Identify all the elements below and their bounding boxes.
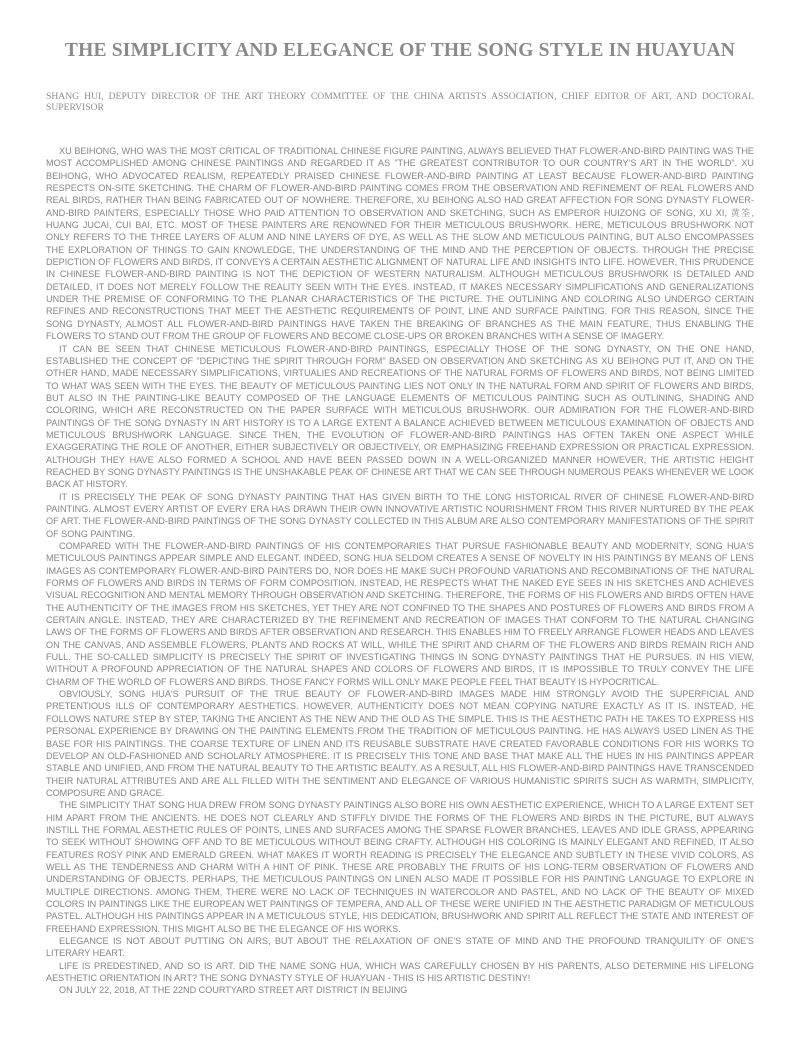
paragraph-3: IT IS PRECISELY THE PEAK OF SONG DYNASTY PAINTING THAT HAS GIVEN BIRTH TO THE LONG HISTORICAL RIVER OF CHINESE FLOWER-AND-BIRD PAINTING. ALMOST EVERY ARTIST OF EVERY ERA HAS DRAWN THEIR OWN INNOVATIVE ARTISTIC NOURISHMENT FROM THIS RIVER NURTURED BY THE PEAK OF ART. THE FLOWER-AND-BIRD PAINTINGS OF THE SONG DYNASTY COLLECTED IN THIS ALBUM ARE ALSO CONTEMPORARY MANIFESTATIONS OF THE SPIRIT OF SONG PAINTING. [46,491,754,539]
paragraph-5: OBVIOUSLY, SONG HUA'S PURSUIT OF THE TRUE BEAUTY OF FLOWER-AND-BIRD IMAGES MADE HIM STRONGLY AVOID THE SUPERFICIAL AND PRETENTIOUS ILLS OF CONTEMPORARY AESTHETICS. HOWEVER, AUTHENTICITY DOES NOT MEAN COPYING NATURE EXACTLY AS IT IS. INSTEAD, HE FOLLOWS NATURE STEP BY STEP, TAKING THE ANCIENT AS THE NEW AND THE OLD AS THE SIMPLE. THIS IS THE AESTHETIC PATH HE TAKES TO EXPRESS HIS PERSONAL EXPERIENCE BY DRAWING ON THE PAINTING ELEMENTS FROM THE TRADITION OF METICULOUS PAINTING. HE HAS ALWAYS USED LINEN AS THE BASE FOR HIS PAINTINGS. THE COARSE TEXTURE OF LINEN AND ITS REUSABLE SUBSTRATE HAVE CREATED FAVORABLE CONDITIONS FOR HIS WORKS TO DEVELOP AN OLD-FASHIONED AND SCHOLARLY ATMOSPHERE. IT IS PRECISELY THIS TONE AND BASE THAT MAKE ALL THE HUES IN HIS PAINTINGS APPEAR STABLE AND UNIFIED, AND FROM THE NATURAL BEAUTY TO THE ARTISTIC BEAUTY. AS A RESULT, ALL HIS FLOWER-AND-BIRD PAINTINGS HAVE TRANSCENDED THEIR NATURAL ATTRIBUTES AND ARE ALL FILLED WITH THE SENTIMENT AND ELEGANCE OF VARIOUS HUMANISTIC SPIRITS SUCH AS WARMTH, SIMPLICITY, COMPOSURE AND GRACE. [46,689,754,798]
paragraph-8: LIFE IS PREDESTINED, AND SO IS ART. DID THE NAME SONG HUA, WHICH WAS CAREFULLY CHOSEN BY HIS PARENTS, ALSO DETERMINE HIS LIFELONG AESTHETIC ORIENTATION IN ART? THE SONG DYNASTY STYLE OF HUAYUAN - THIS IS HIS ARTISTIC DESTINY! [46,960,754,984]
article-body [46,145,754,997]
paragraph-2: IT CAN BE SEEN THAT CHINESE METICULOUS FLOWER-AND-BIRD PAINTINGS, ESPECIALLY THOSE OF THE SONG DYNASTY, ON THE ONE HAND, ESTABLISHED THE CONCEPT OF "DEPICTING THE SPIRIT THROUGH FORM" BASED ON OBSERVATION AND SKETCHING AS XU BEIHONG PUT IT, AND ON THE OTHER HAND, MADE NECESSARY SIMPLIFICATIONS, VIRTUALIES AND RECREATIONS OF THE NATURAL FORMS OF FLOWERS AND BIRDS, NOT BEING LIMITED TO WHAT WAS SEEN WITH THE EYES. THE BEAUTY OF METICULOUS PAINTING LIES NOT ONLY IN THE NATURAL FORM AND SPIRIT OF FLOWERS AND BIRDS, BUT ALSO IN THE PAINTING-LIKE BEAUTY COMPOSED OF THE LANGUAGE ELEMENTS OF METICULOUS PAINTING SUCH AS OUTLINING, SHADING AND COLORING, WHICH ARE RECONSTRUCTED ON THE PAPER SURFACE WITH METICULOUS BRUSHWORK. OUR ADMIRATION FOR THE FLOWER-AND-BIRD PAINTINGS OF THE SONG DYNASTY IN ART HISTORY IS TO A LARGE EXTENT A BALANCE ACHIEVED BETWEEN METICULOUS EXAMINATION OF OBJECTS AND METICULOUS BRUSHWORK LANGUAGE. SINCE THEN, THE EVOLUTION OF FLOWER-AND-BIRD PAINTINGS HAS OFTEN TAKEN ONE ASPECT WHILE EXAGGERATING THE ROLE OF ANOTHER, EITHER SUBJECTIVELY OR OBJECTIVELY, OR EMPHASIZING FREEHAND EXPRESSION OR PRACTICAL EXPRESSION. ALTHOUGH THEY HAVE ALSO FORMED A SCHOOL AND HAVE BEEN PASSED DOWN IN A WELL-ORGANIZED MANNER HOWEVER, THE ARTISTIC HEIGHT REACHED BY SONG DYNASTY PAINTINGS IS THE UNSHAKABLE PEAK OF CHINESE ART THAT WE CAN SEE THROUGH NUMEROUS PEAKS WHENEVER WE LOOK BACK AT HISTORY. [46,343,754,490]
date-place-line: ON JULY 22, 2018, AT THE 22ND COURTYARD STREET ART DISTRICT IN BEIJING [59,985,408,996]
paragraph-6: THE SIMPLICITY THAT SONG HUA DREW FROM SONG DYNASTY PAINTINGS ALSO BORE HIS OWN AESTHETIC EXPERIENCE, WHICH TO A LARGE EXTENT SET HIM APART FROM THE ANCIENTS. HE DOES NOT CLEARLY AND STIFFLY DIVIDE THE FORMS OF THE FLOWERS AND BIRDS IN THE PICTURE, BUT ALWAYS INSTILL THE FORMAL AESTHETIC RULES OF POINTS, LINES AND SURFACES AMONG THE SPARSE FLOWER BRANCHES, LEAVES AND IDLE GRASS, APPEARING TO SEEK WITHOUT SHOWING OFF AND TO BE METICULOUS WITHOUT BEING CRAFTY. ALTHOUGH HIS COLORING IS MAINLY ELEGANT AND REFINED, IT ALSO FEATURES ROSY PINK AND EMERALD GREEN. WHAT MAKES IT WORTH READING IS PRECISELY THE ELEGANCE AND SUBTLETY IN THESE VIVID COLORS, AS WELL AS THE TENDERNESS AND CHARM WITH A HINT OF PINK. THESE ARE PROBABLY THE FRUITS OF HIS LONG-TERM OBSERVATION OF FLOWERS AND UNDERSTANDING OF OBJECTS. PERHAPS, THE METICULOUS PAINTINGS ON LINEN ALSO MADE IT POSSIBLE FOR HIS PAINTING LANGUAGE TO EXPLORE IN MULTIPLE DIRECTIONS. AMONG THEM, THERE WERE NO LACK OF TECHNIQUES IN WATERCOLOR AND PASTEL, AND NO LACK OF THE BEAUTY OF MIXED COLORS IN PAINTINGS LIKE THE EUROPEAN WET PAINTINGS OF TEMPERA, AND ALL OF THESE WERE UNIFIED IN THE AESTHETIC PARADIGM OF METICULOUS PASTEL. ALTHOUGH HIS PAINTINGS APPEAR IN A METICULOUS STYLE, HIS DEDICATION, BRUSHWORK AND SPIRIT ALL REFLECT THE STATE AND INTEREST OF FREEHAND EXPRESSION. THIS MIGHT ALSO BE THE ELEGANCE OF HIS WORKS. [46,800,754,934]
paragraph-1: XU BEIHONG, WHO WAS THE MOST CRITICAL OF TRADITIONAL CHINESE FIGURE PAINTING, ALWAYS BELIEVED THAT FLOWER-AND-BIRD PAINTING WAS THE MOST ACCOMPLISHED AMONG CHINESE PAINTINGS AND REGARDED IT AS "THE GREATEST CONTRIBUTOR TO OUR COUNTRY'S ART IN THE WORLD". XU BEIHONG, WHO ADVOCATED REALISM, REPEATEDLY PRAISED CHINESE FLOWER-AND-BIRD PAINTING AT LEAST BECAUSE FLOWER-AND-BIRD PAINTING RESPECTS ON-SITE SKETCHING. THE CHARM OF FLOWER-AND-BIRD PAINTING COMES FROM THE OBSERVATION AND REFINEMENT OF REAL FLOWERS AND REAL BIRDS, RATHER THAN BEING FABRICATED OUT OF NOWHERE. THEREFORE, XU BEIHONG ALSO HAD GREAT AFFECTION FOR SONG DYNASTY FLOWER-AND-BIRD PAINTERS, ESPECIALLY THOSE WHO PAID ATTENTION TO OBSERVATION AND SKETCHING, SUCH AS EMPEROR HUIZONG OF SONG, XU XI, 黄筌, HUANG JUCAI, CUI BAI, ETC. MOST OF THESE PAINTERS ARE RENOWNED FOR THEIR METICULOUS BRUSHWORK. HERE, METICULOUS BRUSHWORK NOT ONLY REFERS TO THE THREE LAYERS OF ALUM AND NINE LAYERS OF DYE, AS WELL AS THE SLOW AND METICULOUS PAINTING, BUT ALSO ENCOMPASSES THE EXPLORATION OF THINGS TO GAIN KNOWLEDGE, THE UNDERSTANDING OF THE MIND AND THE PERCEPTION OF OBJECTS. THROUGH THE PRECISE DEPICTION OF FLOWERS AND BIRDS, IT CONVEYS A CERTAIN AESTHETIC ALIGNMENT OF NATURAL LIFE AND INSIGHTS INTO LIFE. HOWEVER, THIS PRUDENCE IN CHINESE FLOWER-AND-BIRD PAINTING IS NOT THE DEPICTION OF WESTERN NATURALISM. ALTHOUGH METICULOUS BRUSHWORK IS DETAILED AND DETAILED, IT DOES NOT MERELY FOLLOW THE REALITY SEEN WITH THE EYES. INSTEAD, IT MAKES NECESSARY SIMPLIFICATIONS AND GENERALIZATIONS UNDER THE PREMISE OF CONFORMING TO THE PLANAR CHARACTERISTICS OF THE PICTURE. THE OUTLINING AND COLORING ALSO UNDERGO CERTAIN REFINES AND RECONSTRUCTIONS THAT MEET THE AESTHETIC REQUIREMENTS OF POINT, LINE AND SURFACE PAINTING. FOR THIS REASON, SINCE THE SONG DYNASTY, ALMOST ALL FLOWER-AND-BIRD PAINTINGS HAVE TAKEN THE BREAKING OF BRANCHES AS THE MAIN FEATURE, THUS ENABLING THE FLOWERS TO STAND OUT FROM THE GROUP OF FLOWERS AND BECOME CLOSE-UPS OR BROKEN BRANCHES WITH A SENSE OF IMAGERY. [46,146,754,342]
article-title: THE SIMPLICITY AND ELEGANCE OF THE SONG STYLE IN HUAYUAN [64,40,736,61]
paragraph-4: COMPARED WITH THE FLOWER-AND-BIRD PAINTINGS OF HIS CONTEMPORARIES THAT PURSUE FASHIONABLE BEAUTY AND MODERNITY, SONG HUA'S METICULOUS PAINTINGS APPEAR SIMPLE AND ELEGANT. INDEED, SONG HUA SELDOM CREATES A SENSE OF NOVELTY IN HIS PAINTINGS BY MEANS OF LENS IMAGES AS CONTEMPORARY FLOWER-AND-BIRD PAINTERS DO, NOR DOES HE MAKE SUCH PROFOUND VARIATIONS AND RECOMBINATIONS OF THE NATURAL FORMS OF FLOWERS AND BIRDS IN TERMS OF FORM COMPOSITION. INSTEAD, HE RESPECTS WHAT THE NAKED EYE SEES IN HIS SKETCHES AND ACHIEVES VISUAL RECOGNITION AND MENTAL MEMORY THROUGH OBSERVATION AND SKETCHING. THEREFORE, THE FORMS OF HIS FLOWERS AND BIRDS OFTEN HAVE THE AUTHENTICITY OF THE IMAGES FROM HIS SKETCHES, YET THEY ARE NOT CONFINED TO THE SHAPES AND POSTURES OF FLOWERS AND BIRDS FROM A CERTAIN ANGLE. INSTEAD, THEY ARE CHARACTERIZED BY THE REFINEMENT AND RECREATION OF IMAGES THAT CONFORM TO THE NATURAL CHANGING LAWS OF THE FORMS OF FLOWERS AND BIRDS AFTER OBSERVATION AND RESEARCH. THIS ENABLES HIM TO FREELY ARRANGE FLOWER HEADS AND LEAVES ON THE CANVAS, AND ASSEMBLE FLOWERS, PLANTS AND ROCKS AT WILL, WHILE THE SPIRIT AND CHARM OF THE FLOWERS AND BIRDS REMAIN RICH AND FULL. THE SO-CALLED SIMPLICITY IS PRECISELY THE SPIRIT OF INVESTIGATING THINGS IN SONG DYNASTY PAINTINGS THAT HE PURSUES. IN HIS VIEW, WITHOUT A PROFOUND APPRECIATION OF THE NATURAL SHAPES AND COLORS OF FLOWERS AND BIRDS, IT IS IMPOSSIBLE TO TRULY CONVEY THE LIFE CHARM OF THE WORLD OF FLOWERS AND BIRDS. THOSE FANCY FORMS WILL ONLY MAKE PEOPLE FEEL THAT BEAUTY IS HYPOCRITICAL. [46,541,754,687]
author-byline: SHANG HUI, DEPUTY DIRECTOR OF THE ART THEORY COMMITTEE OF THE CHINA ARTISTS ASSOCIATION, CHIEF EDITOR OF ART, AND DOCTORAL SUPERVISOR [46,91,754,113]
paragraph-7: ELEGANCE IS NOT ABOUT PUTTING ON AIRS, BUT ABOUT THE RELAXATION OF ONE'S STATE OF MIND AND THE PROFOUND TRANQUILITY OF ONE'S LITERARY HEART. [46,936,754,959]
